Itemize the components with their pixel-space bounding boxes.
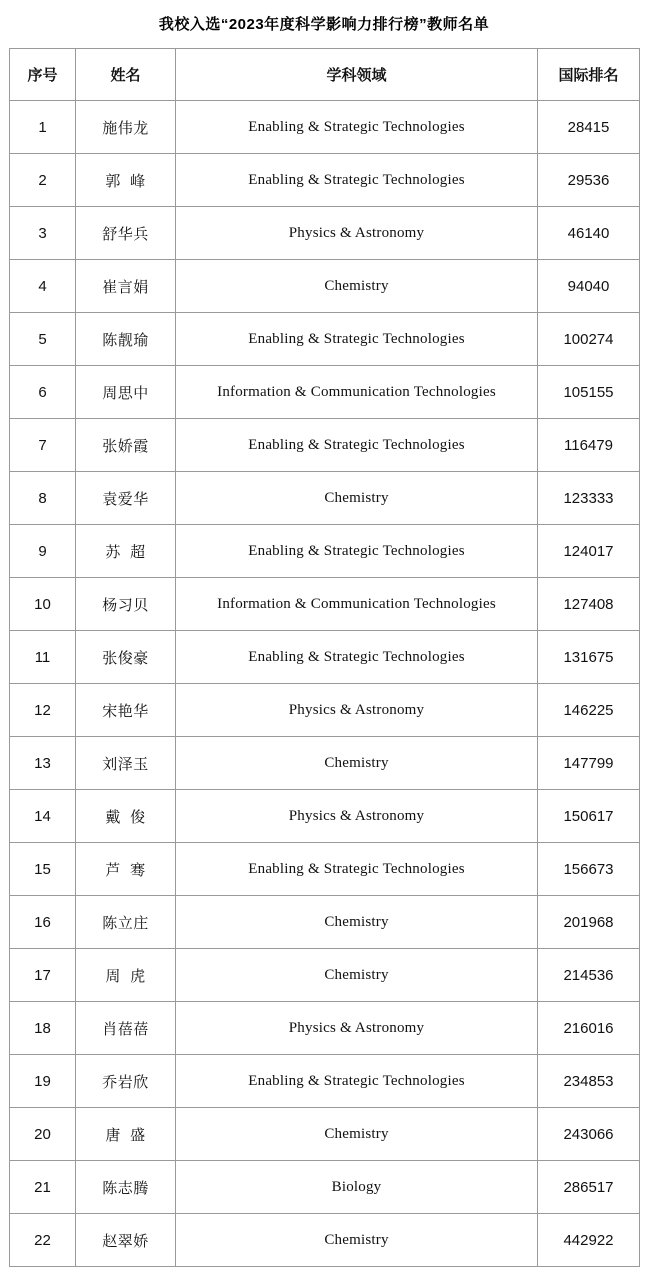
cell-name: 舒华兵 [76, 207, 176, 260]
cell-field: Physics & Astronomy [176, 684, 538, 737]
cell-name: 郭 峰 [76, 154, 176, 207]
table-row [10, 790, 640, 843]
cell-name: 陈志腾 [76, 1161, 176, 1214]
cell-field: Chemistry [176, 949, 538, 1002]
cell-name: 张俊豪 [76, 631, 176, 684]
cell-rank: 214536 [538, 949, 640, 1002]
cell-field: Chemistry [176, 1214, 538, 1267]
cell-field: Chemistry [176, 896, 538, 949]
table-row [10, 1055, 640, 1108]
cell-name: 赵翠娇 [76, 1214, 176, 1267]
cell-index: 10 [10, 578, 76, 631]
cell-index: 5 [10, 313, 76, 366]
table-row [10, 472, 640, 525]
cell-index: 22 [10, 1214, 76, 1267]
cell-name: 张娇霞 [76, 419, 176, 472]
cell-index: 19 [10, 1055, 76, 1108]
cell-field: Physics & Astronomy [176, 1002, 538, 1055]
cell-field: Biology [176, 1161, 538, 1214]
table-row [10, 260, 640, 313]
cell-name: 周 虎 [76, 949, 176, 1002]
cell-rank: 46140 [538, 207, 640, 260]
cell-index: 2 [10, 154, 76, 207]
cell-rank: 123333 [538, 472, 640, 525]
cell-field: Enabling & Strategic Technologies [176, 313, 538, 366]
cell-name: 袁爱华 [76, 472, 176, 525]
cell-rank: 243066 [538, 1108, 640, 1161]
cell-field: Information & Communication Technologies [176, 578, 538, 631]
cell-rank: 150617 [538, 790, 640, 843]
cell-field: Enabling & Strategic Technologies [176, 843, 538, 896]
cell-name: 周思中 [76, 366, 176, 419]
cell-rank: 216016 [538, 1002, 640, 1055]
cell-rank: 116479 [538, 419, 640, 472]
cell-field: Enabling & Strategic Technologies [176, 1055, 538, 1108]
cell-index: 13 [10, 737, 76, 790]
cell-index: 4 [10, 260, 76, 313]
cell-name: 杨习贝 [76, 578, 176, 631]
cell-index: 6 [10, 366, 76, 419]
cell-rank: 234853 [538, 1055, 640, 1108]
cell-rank: 28415 [538, 101, 640, 154]
cell-field: Enabling & Strategic Technologies [176, 419, 538, 472]
cell-field: Chemistry [176, 260, 538, 313]
cell-rank: 131675 [538, 631, 640, 684]
table-row [10, 1108, 640, 1161]
cell-index: 17 [10, 949, 76, 1002]
cell-field: Information & Communication Technologies [176, 366, 538, 419]
cell-field: Enabling & Strategic Technologies [176, 525, 538, 578]
cell-rank: 286517 [538, 1161, 640, 1214]
table-row [10, 578, 640, 631]
table-row [10, 631, 640, 684]
cell-field: Enabling & Strategic Technologies [176, 101, 538, 154]
cell-rank: 147799 [538, 737, 640, 790]
table-header-row [10, 49, 640, 101]
table-header [10, 49, 640, 101]
cell-index: 20 [10, 1108, 76, 1161]
table-row [10, 1214, 640, 1267]
table-row [10, 419, 640, 472]
column-header-index: 序号 [10, 49, 76, 101]
cell-name: 刘泽玉 [76, 737, 176, 790]
table-row [10, 101, 640, 154]
table-row [10, 949, 640, 1002]
cell-rank: 124017 [538, 525, 640, 578]
cell-field: Physics & Astronomy [176, 207, 538, 260]
table-row [10, 1161, 640, 1214]
cell-name: 唐 盛 [76, 1108, 176, 1161]
cell-index: 1 [10, 101, 76, 154]
table-row [10, 366, 640, 419]
cell-name: 崔言娟 [76, 260, 176, 313]
table-row [10, 843, 640, 896]
cell-rank: 29536 [538, 154, 640, 207]
cell-rank: 94040 [538, 260, 640, 313]
column-header-field: 学科领域 [176, 49, 538, 101]
cell-field: Physics & Astronomy [176, 790, 538, 843]
cell-index: 8 [10, 472, 76, 525]
cell-field: Enabling & Strategic Technologies [176, 631, 538, 684]
cell-name: 宋艳华 [76, 684, 176, 737]
cell-name: 陈靓瑜 [76, 313, 176, 366]
cell-name: 肖蓓蓓 [76, 1002, 176, 1055]
page-title: 我校入选“2023年度科学影响力排行榜”教师名单 [158, 16, 490, 33]
cell-index: 18 [10, 1002, 76, 1055]
table-body [10, 101, 640, 1267]
cell-index: 14 [10, 790, 76, 843]
teacher-ranking-table [9, 48, 640, 1267]
cell-rank: 156673 [538, 843, 640, 896]
cell-field: Chemistry [176, 737, 538, 790]
cell-name: 芦 骞 [76, 843, 176, 896]
cell-index: 7 [10, 419, 76, 472]
cell-name: 施伟龙 [76, 101, 176, 154]
cell-rank: 442922 [538, 1214, 640, 1267]
cell-index: 16 [10, 896, 76, 949]
cell-index: 3 [10, 207, 76, 260]
cell-rank: 105155 [538, 366, 640, 419]
table-row [10, 737, 640, 790]
table-row [10, 525, 640, 578]
table-row [10, 896, 640, 949]
table-row [10, 207, 640, 260]
cell-name: 苏 超 [76, 525, 176, 578]
cell-index: 12 [10, 684, 76, 737]
cell-field: Chemistry [176, 472, 538, 525]
column-header-name: 姓名 [76, 49, 176, 101]
cell-index: 9 [10, 525, 76, 578]
cell-name: 陈立庄 [76, 896, 176, 949]
cell-name: 乔岩欣 [76, 1055, 176, 1108]
table-container [0, 48, 648, 1267]
cell-field: Chemistry [176, 1108, 538, 1161]
cell-rank: 127408 [538, 578, 640, 631]
cell-index: 11 [10, 631, 76, 684]
cell-index: 15 [10, 843, 76, 896]
cell-rank: 146225 [538, 684, 640, 737]
cell-index: 21 [10, 1161, 76, 1214]
cell-name: 戴 俊 [76, 790, 176, 843]
table-row [10, 313, 640, 366]
table-row [10, 154, 640, 207]
cell-field: Enabling & Strategic Technologies [176, 154, 538, 207]
cell-rank: 100274 [538, 313, 640, 366]
table-row [10, 1002, 640, 1055]
table-row [10, 684, 640, 737]
column-header-rank: 国际排名 [538, 49, 640, 101]
cell-rank: 201968 [538, 896, 640, 949]
